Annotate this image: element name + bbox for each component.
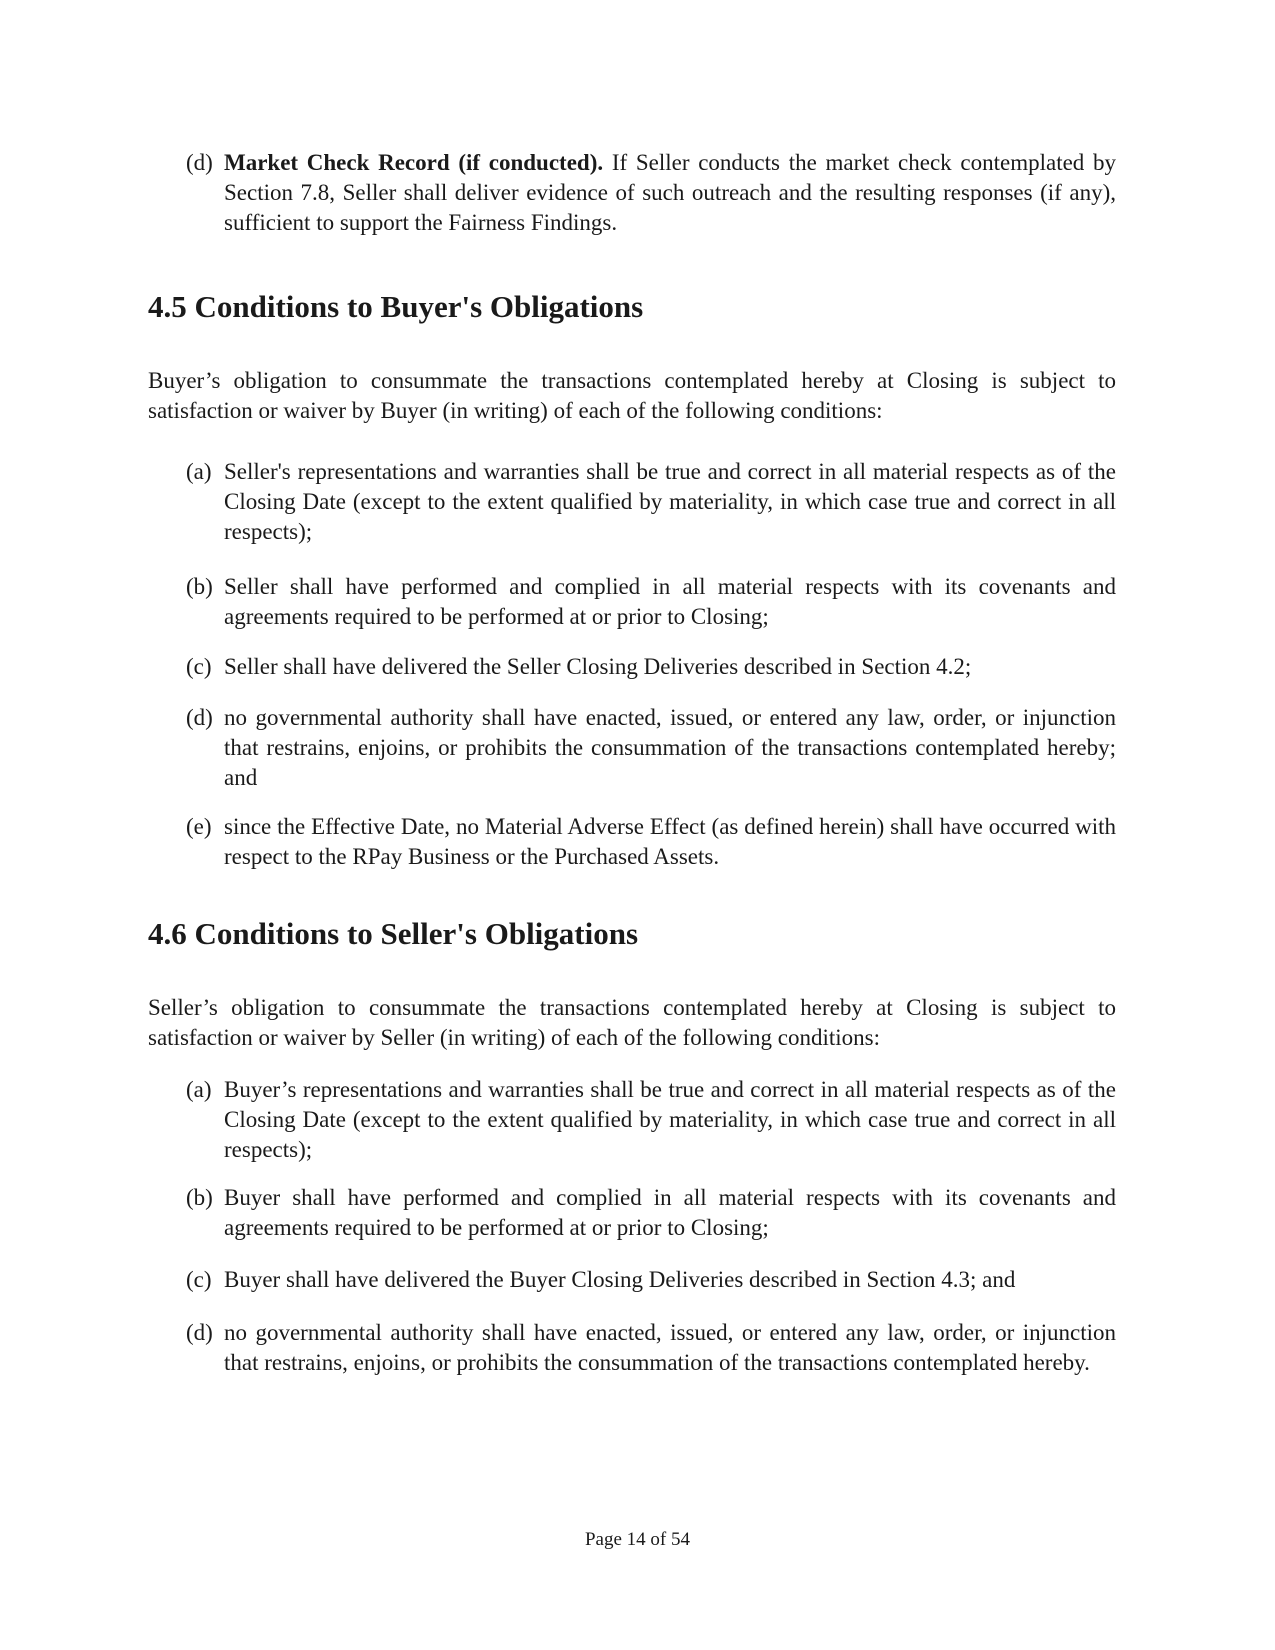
item-marker: (d) <box>186 150 213 175</box>
item-text: Seller shall have delivered the Seller Closing Deliveries described in Section 4.2; <box>224 654 972 679</box>
list-item <box>186 1075 1116 1165</box>
section-heading-4-5: 4.5 Conditions to Buyer's Obligations <box>148 289 644 324</box>
item-text: Seller's representations and warranties shall be true and correct in all material respects as of the Closing Date (except to the extent qualified by materiality, in which case true and correct in all respects); <box>224 459 1116 544</box>
section-heading-4-6: 4.6 Conditions to Seller's Obligations <box>148 916 639 951</box>
item-marker: (e) <box>186 814 212 839</box>
item-body <box>224 148 1116 238</box>
item-text: Buyer shall have delivered the Buyer Closing Deliveries described in Section 4.3; and <box>224 1267 1016 1292</box>
item-text: no governmental authority shall have enacted, issued, or entered any law, order, or injunction that restrains, enjoins, or prohibits the consummation of the transactions contemplated hereby. <box>224 1320 1116 1375</box>
list-item <box>186 1265 1116 1295</box>
list-item <box>186 703 1116 793</box>
item-marker: (b) <box>186 574 213 599</box>
item-text: Buyer’s representations and warranties shall be true and correct in all material respects as of the Closing Date (except to the extent qualified by materiality, in which case true and correct in all respects); <box>224 1077 1116 1162</box>
item-marker: (c) <box>186 1267 212 1292</box>
page-number: Page 14 of 54 <box>584 1529 690 1550</box>
list-item <box>186 652 1116 682</box>
list-item <box>186 1183 1116 1243</box>
item-text: no governmental authority shall have enacted, issued, or entered any law, order, or injunction that restrains, enjoins, or prohibits the consummation of the transactions contemplated hereby; and <box>224 705 1116 790</box>
item-marker: (a) <box>186 1077 212 1102</box>
item-marker: (b) <box>186 1185 213 1210</box>
section-4-5-intro: Buyer’s obligation to consummate the transactions contemplated hereby at Closing is subject to satisfaction or waiver by Buyer (in writing) of each of the following conditions: <box>148 368 1116 423</box>
list-item <box>186 457 1116 547</box>
item-marker: (d) <box>186 705 213 730</box>
item-lead: Market Check Record (if conducted). <box>224 150 604 175</box>
item-marker: (c) <box>186 654 212 679</box>
item-marker: (d) <box>186 1320 213 1345</box>
item-text: Buyer shall have performed and complied in all material respects with its covenants and agreements required to be performed at or prior to Closing; <box>224 1185 1116 1240</box>
section-4-6-intro: Seller’s obligation to consummate the transactions contemplated hereby at Closing is subject to satisfaction or waiver by Seller (in writing) of each of the following conditions: <box>148 995 1116 1050</box>
item-text: Seller shall have performed and complied in all material respects with its covenants and agreements required to be performed at or prior to Closing; <box>224 574 1116 629</box>
list-item <box>186 572 1116 632</box>
item-text: If Seller conducts the market check contemplated by Section 7.8, Seller shall deliver evidence of such outreach and the resulting responses (if any), sufficient to support the Fairness Findings. <box>224 150 1117 235</box>
market-check-item <box>186 148 1116 238</box>
item-marker: (a) <box>186 459 212 484</box>
list-item <box>186 812 1116 872</box>
list-item <box>186 1318 1116 1378</box>
item-text: since the Effective Date, no Material Adverse Effect (as defined herein) shall have occurred with respect to the RPay Business or the Purchased Assets. <box>224 814 1116 869</box>
